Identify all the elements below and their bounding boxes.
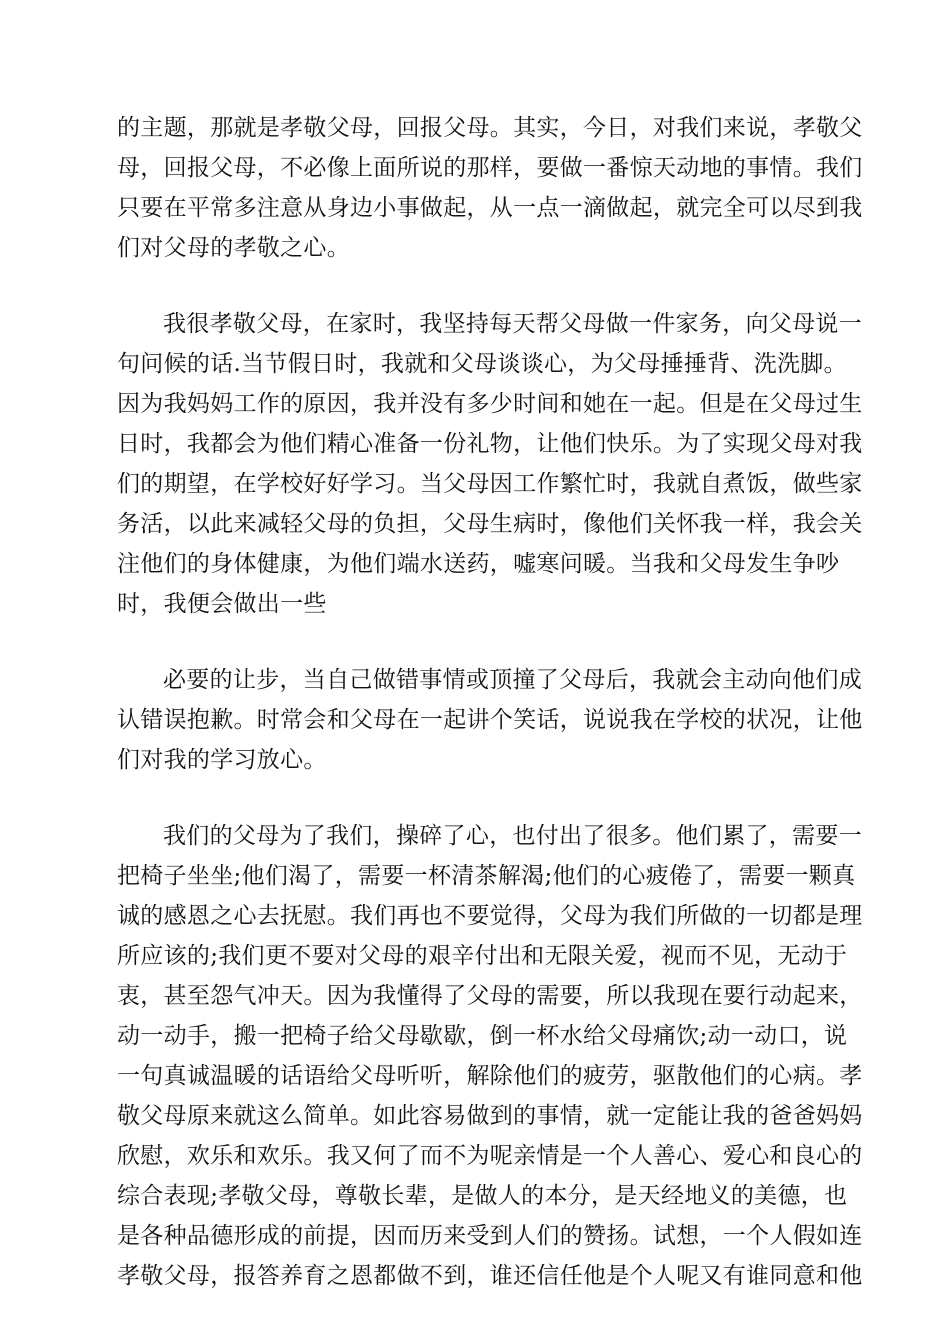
text-line: 所应该的;我们更不要对父母的艰辛付出和无限关爱，视而不见，无动于: [117, 943, 848, 969]
text-line: 一句真诚温暖的话语给父母听听，解除他们的疲劳，驱散他们的心病。孝: [117, 1063, 863, 1089]
text-line: 我很孝敬父母，在家时，我坚持每天帮父母做一件家务，向父母说一: [163, 311, 862, 337]
text-line: 句问候的话.当节假日时，我就和父母谈谈心，为父母捶捶背、洗洗脚。: [117, 351, 847, 377]
paragraph-spacer: [117, 624, 833, 660]
text-line: 动一动手，搬一把椅子给父母歇歇，倒一杯水给父母痛饮;动一动口，说: [117, 1023, 848, 1049]
text-line: 综合表现;孝敬父母，尊敬长辈，是做人的本分，是天经地义的美德，也: [117, 1183, 848, 1209]
text-line: 们对我的学习放心。: [117, 747, 327, 773]
text-line: 我们的父母为了我们，操碎了心，也付出了很多。他们累了，需要一: [163, 823, 862, 849]
text-line: 把椅子坐坐;他们渴了，需要一杯清茶解渴;他们的心疲倦了，需要一颗真: [117, 863, 856, 889]
text-line: 是各种品德形成的前提，因而历来受到人们的赞扬。试想，一个人假如连: [117, 1223, 863, 1249]
text-line: 注他们的身体健康，为他们端水送药，嘘寒问暖。当我和父母发生争吵: [117, 551, 840, 577]
paragraph-2: [117, 304, 863, 624]
text-line: 只要在平常多注意从身边小事做起，从一点一滴做起，就完全可以尽到我: [117, 195, 863, 221]
text-line: 敬父母原来就这么简单。如此容易做到的事情，就一定能让我的爸爸妈妈: [117, 1103, 863, 1129]
text-line: 孝敬父母，报答养育之恩都做不到，谁还信任他是个人呢又有谁同意和他: [117, 1263, 863, 1289]
text-line: 们对父母的孝敬之心。: [117, 235, 350, 261]
text-line: 日时，我都会为他们精心准备一份礼物，让他们快乐。为了实现父母对我: [117, 431, 863, 457]
paragraph-4: [117, 816, 863, 1296]
paragraph-spacer: [117, 780, 833, 816]
paragraph-1: [117, 108, 863, 268]
text-line: 欣慰，欢乐和欢乐。我又何了而不为呢亲情是一个人善心、爱心和良心的: [117, 1143, 863, 1169]
text-line: 的主题，那就是孝敬父母，回报父母。其实，今日，对我们来说，孝敬父: [117, 115, 863, 141]
text-line: 因为我妈妈工作的原因，我并没有多少时间和她在一起。但是在父母过生: [117, 391, 863, 417]
text-line: 认错误抱歉。时常会和父母在一起讲个笑话，说说我在学校的状况，让他: [117, 707, 863, 733]
paragraph-3: [117, 660, 863, 780]
text-line: 诚的感恩之心去抚慰。我们再也不要觉得，父母为我们所做的一切都是理: [117, 903, 863, 929]
document-body: [117, 108, 863, 1296]
paragraph-spacer: [117, 268, 833, 304]
text-line: 必要的让步，当自己做错事情或顶撞了父母后，我就会主动向他们成: [163, 667, 862, 693]
text-line: 务活，以此来减轻父母的负担，父母生病时，像他们关怀我一样，我会关: [117, 511, 863, 537]
text-line: 母，回报父母，不必像上面所说的那样，要做一番惊天动地的事情。我们: [117, 155, 863, 181]
text-line: 时，我便会做出一些: [117, 591, 327, 617]
text-line: 衷，甚至怨气冲天。因为我懂得了父母的需要，所以我现在要行动起来，: [117, 983, 863, 1009]
text-line: 们的期望，在学校好好学习。当父母因工作繁忙时，我就自煮饭，做些家: [117, 471, 863, 497]
